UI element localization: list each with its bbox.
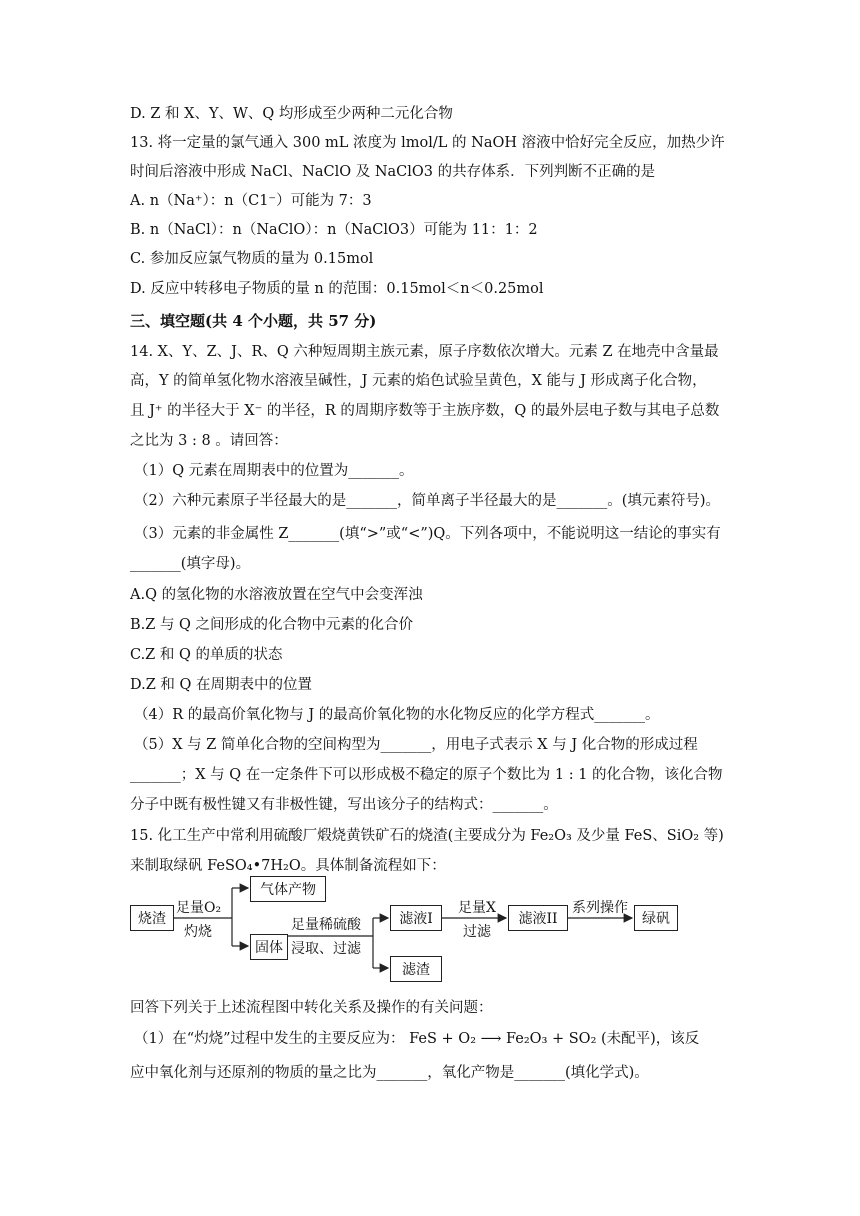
arrow3-label-bottom: 过滤 bbox=[463, 924, 491, 940]
q14-part5-line1: （5）X 与 Z 简单化合物的空间构型为_______，用电子式表示 X 与 J 化合物的形成过程 bbox=[134, 737, 698, 753]
q14-option-a: A.Q 的氢化物的水溶液放置在空气中会变浑浊 bbox=[130, 587, 423, 603]
q14-option-d: D.Z 和 Q 在周期表中的位置 bbox=[130, 677, 313, 693]
section-heading: 三、填空题(共 4 个小题，共 57 分) bbox=[130, 312, 377, 330]
q14-part5-line3: 分子中既有极性键又有非极性键，写出该分子的结构式：_______。 bbox=[130, 797, 558, 813]
q14-part2: （2）六种元素原子半径最大的是_______，简单离子半径最大的是_______。(填元素符号)。 bbox=[134, 493, 721, 509]
node-shaozha: 烧渣 bbox=[130, 905, 174, 931]
arrow2-label-bottom: 浸取、过滤 bbox=[291, 941, 361, 957]
q14-stem-line2: 高，Y 的简单氢化物水溶液呈碱性，J 元素的焰色试验呈黄色，X 能与 J 形成离子化合物， bbox=[130, 373, 707, 389]
arrow3-label-top: 足量X bbox=[458, 900, 496, 916]
q15-stem-line2: 来制取绿矾 FeSO₄•7H₂O。具体制备流程如下： bbox=[130, 858, 446, 874]
arrow1-label-bottom: 灼烧 bbox=[184, 924, 212, 940]
node-filtrate-1: 滤液I bbox=[390, 905, 442, 931]
q13-option-a: A. n（Na⁺）：n（C1⁻）可能为 7：3 bbox=[130, 193, 372, 209]
q14-option-b: B.Z 与 Q 之间形成的化合物中元素的化合价 bbox=[130, 617, 414, 633]
arrow2-label-top: 足量稀硫酸 bbox=[291, 917, 361, 933]
q13-option-c: C. 参加反应氯气物质的量为 0.15mol bbox=[130, 251, 374, 267]
q13-stem-line2: 时间后溶液中形成 NaCl、NaClO 及 NaClO3 的共存体系．下列判断不正确的是 bbox=[130, 164, 656, 180]
node-solid: 固体 bbox=[250, 934, 288, 960]
q12-option-d: D. Z 和 X、Y、W、Q 均形成至少两种二元化合物 bbox=[130, 106, 453, 122]
q13-stem-line1: 13. 将一定量的氯气通入 300 mL 浓度为 lmol/L 的 NaOH 溶液中恰好完全反应，加热少许 bbox=[130, 135, 725, 151]
q15-intro: 回答下列关于上述流程图中转化关系及操作的有关问题： bbox=[130, 1000, 493, 1016]
node-residue: 滤渣 bbox=[390, 956, 442, 982]
q13-option-b: B. n（NaCl）：n（NaClO）：n（NaClO3）可能为 11：1：2 bbox=[130, 222, 538, 238]
q14-part3-line2: _______(填字母)。 bbox=[130, 556, 251, 572]
q14-part5-line2: _______；X 与 Q 在一定条件下可以形成极不稳定的原子个数比为 1 : 1 的化合物，该化合物 bbox=[130, 767, 723, 783]
q14-part4: （4）R 的最高价氧化物与 J 的最高价氧化物的水化物反应的化学方程式_______。 bbox=[134, 707, 660, 723]
node-green-vitriol: 绿矾 bbox=[634, 905, 678, 931]
q14-part1: （1）Q 元素在周期表中的位置为_______。 bbox=[134, 463, 414, 479]
flow-chart bbox=[128, 868, 688, 988]
node-gas-product: 气体产物 bbox=[250, 876, 326, 902]
q15-part1-line2: 应中氧化剂与还原剂的物质的量之比为_______，氧化产物是_______(填化学式)。 bbox=[130, 1065, 649, 1081]
q14-stem-line3: 且 J⁺ 的半径大于 X⁻ 的半径，R 的周期序数等于主族序数，Q 的最外层电子数与其电子总数 bbox=[130, 403, 720, 419]
q14-option-c: C.Z 和 Q 的单质的状态 bbox=[130, 647, 283, 663]
q14-stem-line4: 之比为 3 : 8 。请回答： bbox=[130, 433, 288, 449]
q14-part3-line1: （3）元素的非金属性 Z_______(填“>”或“<”)Q。下列各项中，不能说明这一结论的事实有 bbox=[134, 526, 721, 542]
arrow1-label-top: 足量O₂ bbox=[176, 900, 222, 916]
node-filtrate-2: 滤液II bbox=[508, 905, 568, 931]
q15-stem-line1: 15. 化工生产中常利用硫酸厂煅烧黄铁矿石的烧渣(主要成分为 Fe₂O₃ 及少量 FeS、SiO₂ 等) bbox=[130, 828, 724, 844]
q15-part1-line1: （1）在“灼烧”过程中发生的主要反应为： FeS + O₂ ⟶ Fe₂O₃ + SO₂ (未配平)，该反 bbox=[134, 1031, 700, 1047]
arrow4-label-top: 系列操作 bbox=[572, 900, 628, 916]
q13-option-d: D. 反应中转移电子物质的量 n 的范围：0.15mol＜n＜0.25mol bbox=[130, 281, 544, 297]
q14-stem-line1: 14. X、Y、Z、J、R、Q 六种短周期主族元素，原子序数依次增大。元素 Z 在地壳中含量最 bbox=[130, 344, 719, 360]
